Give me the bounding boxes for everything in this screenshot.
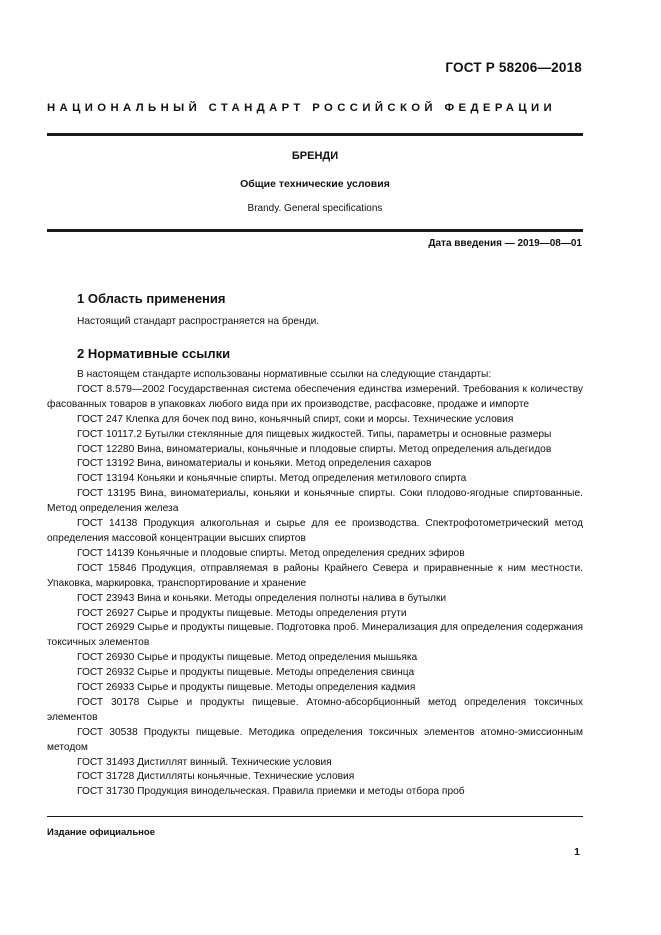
reference-item: ГОСТ 30538 Продукты пищевые. Методика определения токсичных элементов атомно-эмиссионным методом <box>47 726 583 753</box>
reference-item: ГОСТ 31728 Дистилляты коньячные. Технические условия <box>77 771 355 783</box>
footer-rule <box>47 816 583 817</box>
official-edition-label: Издание официальное <box>47 827 155 838</box>
page-number: 1 <box>574 846 580 858</box>
reference-item: ГОСТ 15846 Продукция, отправляемая в районы Крайнего Севера и приравненные к ним местности. Упаковка, маркировка, транспортирование и хранение <box>47 562 583 589</box>
reference-item: ГОСТ 30178 Сырье и продукты пищевые. Атомно-абсорбционный метод определения токсичных элементов <box>47 696 583 723</box>
section-1-paragraph: Настоящий стандарт распространяется на бренди. <box>77 316 320 327</box>
reference-item: ГОСТ 14138 Продукция алкогольная и сырье для ее производства. Спектрофотометрический метод определения массовой концентрации высших спиртов <box>47 518 583 544</box>
title-bottom-rule <box>47 229 583 232</box>
introduction-date: Дата введения — 2019—08—01 <box>428 238 582 249</box>
reference-item: ГОСТ 14139 Коньячные и плодовые спирты. Метод определения средних эфиров <box>77 547 465 559</box>
reference-item: ГОСТ 26933 Сырье и продукты пищевые. Методы определения кадмия <box>77 682 416 694</box>
document-number: ГОСТ Р 58206—2018 <box>445 60 582 75</box>
reference-item: ГОСТ 26929 Сырье и продукты пищевые. Подготовка проб. Минерализация для определения содержания токсичных элементов <box>47 622 583 649</box>
reference-item: ГОСТ 247 Клепка для бочек под вино, коньячный спирт, соки и морсы. Технические условия <box>77 413 514 425</box>
section-2-intro: В настоящем стандарте использованы нормативные ссылки на следующие стандарты: <box>77 369 492 380</box>
section-2-text <box>47 368 583 800</box>
section-1-heading: 1 Область применения <box>77 291 226 306</box>
section-2-heading: 2 Нормативные ссылки <box>77 346 231 361</box>
section-1-text <box>47 315 583 330</box>
english-title: Brandy. General specifications <box>247 203 383 214</box>
reference-item: ГОСТ 31493 Дистиллят винный. Технические условия <box>77 756 332 768</box>
reference-item: ГОСТ 26932 Сырье и продукты пищевые. Методы определения свинца <box>77 667 415 679</box>
document-subtitle: Общие технические условия <box>240 178 390 190</box>
reference-item: ГОСТ 13192 Вина, виноматериалы и коньяки. Метод определения сахаров <box>77 458 432 470</box>
reference-item: ГОСТ 13195 Вина, виноматериалы, коньяки и коньячные спирты. Соки плодово-ягодные спиртованные. Метод определения железа <box>47 488 583 515</box>
reference-item: ГОСТ 31730 Продукция винодельческая. Правила приемки и методы отбора проб <box>77 786 465 798</box>
reference-item: ГОСТ 8.579—2002 Государственная система обеспечения единства измерений. Требования к количеству фасованных товаров в упаковках любого вида при их производстве, расфасовке, продаже и импорте <box>47 383 583 410</box>
top-rule <box>47 133 583 136</box>
reference-item: ГОСТ 12280 Вина, виноматериалы, коньячные и плодовые спирты. Метод определения альдегидов <box>77 443 552 455</box>
document-title: БРЕНДИ <box>291 150 339 162</box>
reference-item: ГОСТ 26930 Сырье и продукты пищевые. Метод определения мышьяка <box>77 652 418 664</box>
reference-item: ГОСТ 13194 Коньяки и коньячные спирты. Метод определения метилового спирта <box>77 473 467 485</box>
reference-item: ГОСТ 23943 Вина и коньяки. Методы определения полноты налива в бутылки <box>77 592 447 604</box>
national-standard-banner: НАЦИОНАЛЬНЫЙ СТАНДАРТ РОССИЙСКОЙ ФЕДЕРАЦИИ <box>47 102 557 114</box>
reference-item: ГОСТ 26927 Сырье и продукты пищевые. Методы определения ртути <box>77 607 407 619</box>
reference-item: ГОСТ 10117.2 Бутылки стеклянные для пищевых жидкостей. Типы, параметры и основные размеры <box>77 428 552 440</box>
